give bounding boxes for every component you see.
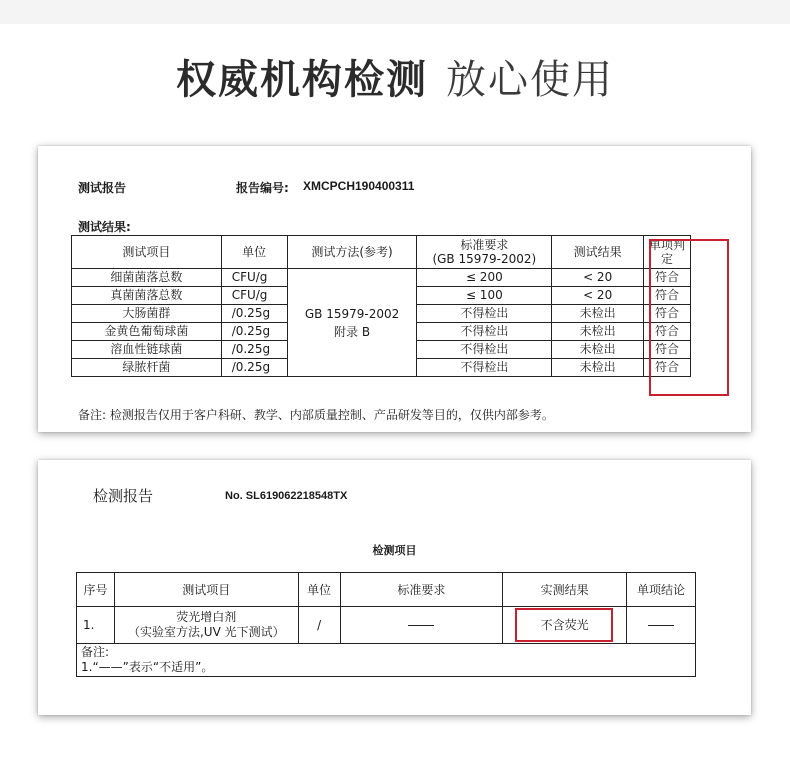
cell-conclusion — [627, 607, 696, 644]
dash-mark — [648, 625, 674, 626]
cell-item: 大肠菌群 — [72, 305, 222, 323]
result-highlight-box — [515, 608, 613, 642]
inspection-report-card — [38, 460, 751, 715]
cell-item: 金黄色葡萄球菌 — [72, 323, 222, 341]
cell-result: < 20 — [552, 287, 644, 305]
cell-verdict: 符合 — [644, 323, 691, 341]
col-item: 测试项目 — [114, 573, 298, 607]
cell-verdict: 符合 — [644, 269, 691, 287]
report-label: 测试报告 — [78, 181, 127, 195]
top-band — [0, 0, 790, 24]
cell-standard: ≤ 100 — [417, 287, 552, 305]
col-result: 实测结果 — [503, 573, 627, 607]
item-line1: 荧光增白剂 — [176, 610, 237, 624]
col-unit: 单位 — [221, 236, 287, 269]
section-title: 检测项目 — [372, 544, 417, 557]
col-standard-line1: 标准要求 — [460, 238, 509, 252]
note-row — [77, 644, 696, 677]
cell-unit: /0.25g — [221, 341, 287, 359]
col-standard — [417, 236, 552, 269]
table-header-row — [72, 236, 691, 269]
col-method: 测试方法(参考) — [287, 236, 417, 269]
cell-result: 未检出 — [552, 305, 644, 323]
cell-unit: CFU/g — [221, 287, 287, 305]
cell-standard: ≤ 200 — [417, 269, 552, 287]
table-header-row — [77, 573, 696, 607]
report-note: 备注: 检测报告仅用于客户科研、教学、内部质量控制、产品研发等目的，仅供内部参考。 — [78, 408, 554, 422]
note-label: 备注: — [81, 645, 110, 659]
col-result: 测试结果 — [552, 236, 644, 269]
cell-result: 未检出 — [552, 341, 644, 359]
cell-no: 1. — [77, 607, 115, 644]
results-label: 测试结果: — [78, 220, 131, 234]
cell-standard: 不得检出 — [417, 359, 552, 377]
report2-label: 检测报告 — [93, 487, 154, 505]
cell-item: 溶血性链球菌 — [72, 341, 222, 359]
cell-unit: CFU/g — [221, 269, 287, 287]
col-conclusion: 单项结论 — [627, 573, 696, 607]
hero-title-light: 放心使用 — [446, 58, 614, 102]
hero-title — [0, 48, 790, 105]
col-no: 序号 — [77, 573, 115, 607]
cell-item — [114, 607, 298, 644]
method-line2: 附录 B — [334, 324, 371, 339]
cell-unit: /0.25g — [221, 305, 287, 323]
col-verdict: 单项判定 — [644, 236, 691, 269]
cell-unit: /0.25g — [221, 359, 287, 377]
table-row — [72, 269, 691, 287]
hero-title-bold: 权威机构检测 — [176, 58, 428, 102]
cell-result: 不含荧光 — [503, 607, 627, 644]
col-standard-line2: (GB 15979-2002) — [432, 252, 537, 266]
cell-standard: 不得检出 — [417, 323, 552, 341]
note-cell — [77, 644, 696, 677]
test-report-card — [38, 146, 751, 432]
cell-verdict: 符合 — [644, 359, 691, 377]
verdict-highlight-box — [649, 239, 729, 396]
method-line1: GB 15979-2002 — [304, 306, 400, 321]
cell-verdict: 符合 — [644, 287, 691, 305]
cell-result: 未检出 — [552, 359, 644, 377]
cell-method — [287, 269, 417, 377]
results-table — [71, 235, 691, 377]
note-text: 1.“——”表示“不适用”。 — [81, 660, 214, 674]
report-number: XMCPCH190400311 — [303, 179, 415, 193]
dash-mark — [408, 625, 434, 626]
col-standard: 标准要求 — [340, 573, 503, 607]
report-number-label: 报告编号: — [236, 181, 289, 195]
cell-verdict: 符合 — [644, 305, 691, 323]
report2-number: No. SL619062218548TX — [225, 490, 348, 502]
cell-unit: / — [298, 607, 340, 644]
cell-item: 真菌菌落总数 — [72, 287, 222, 305]
col-item: 测试项目 — [72, 236, 222, 269]
cell-standard: 不得检出 — [417, 341, 552, 359]
col-unit: 单位 — [298, 573, 340, 607]
cell-item: 细菌菌落总数 — [72, 269, 222, 287]
cell-unit: /0.25g — [221, 323, 287, 341]
cell-result: 未检出 — [552, 323, 644, 341]
cell-item: 绿脓杆菌 — [72, 359, 222, 377]
cell-result: < 20 — [552, 269, 644, 287]
cell-standard — [340, 607, 503, 644]
cell-standard: 不得检出 — [417, 305, 552, 323]
item-line2: （实验室方法,UV 光下测试） — [127, 625, 285, 639]
cell-verdict: 符合 — [644, 341, 691, 359]
